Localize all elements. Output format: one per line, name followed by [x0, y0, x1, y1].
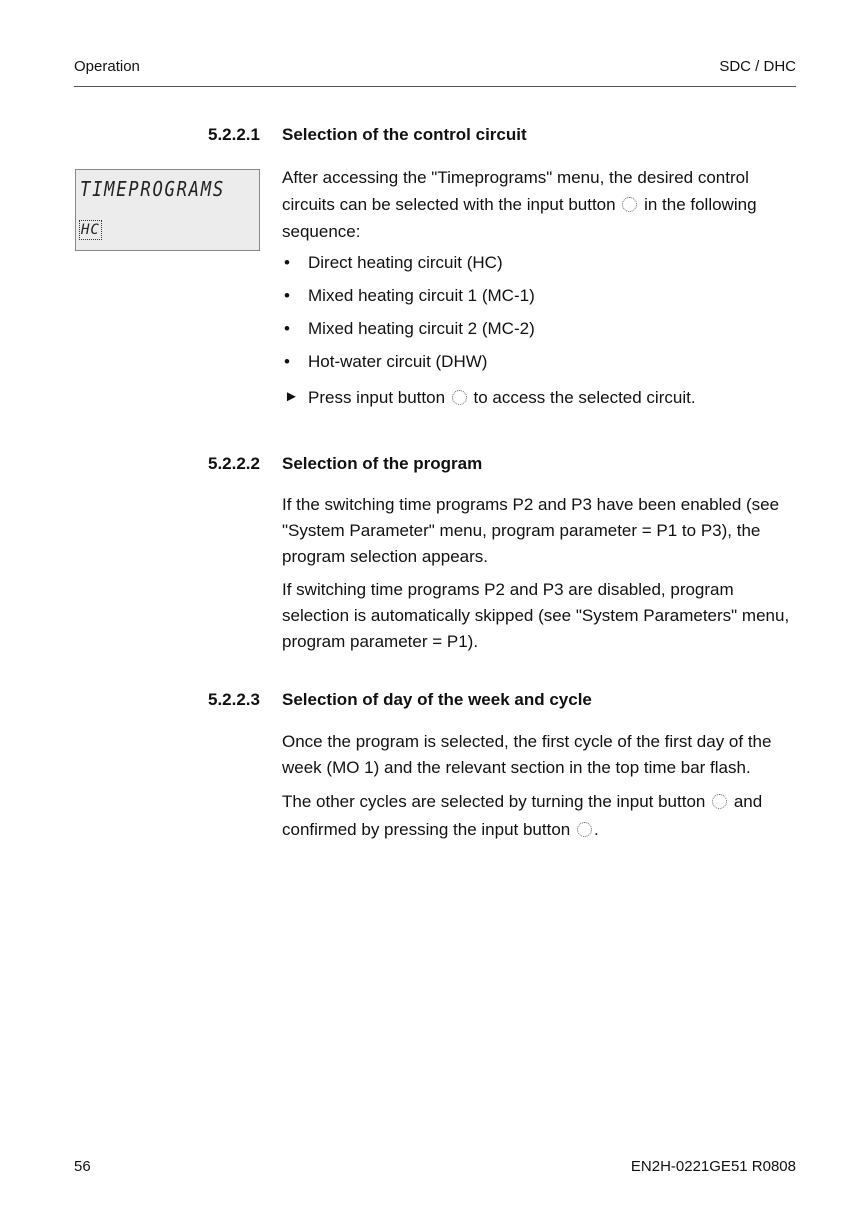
list-item-text: Mixed heating circuit 1 (MC-1) [308, 286, 535, 305]
intro-text-b: in the following sequence: [282, 195, 757, 241]
input-button-icon [622, 197, 637, 212]
action-text-b: to access the selected circuit. [473, 388, 696, 407]
bullet-icon: • [284, 319, 290, 338]
section-title-5-2-2-1: Selection of the control circuit [282, 125, 527, 144]
action-text [308, 388, 696, 408]
list-item [282, 319, 782, 352]
circuit-list [282, 253, 782, 385]
page-number: 56 [74, 1158, 91, 1175]
section-number-5-2-2-3: 5.2.2.3 [208, 690, 260, 709]
list-item-text: Hot-water circuit (DHW) [308, 352, 488, 371]
page-header [74, 58, 796, 87]
paragraph [282, 788, 798, 844]
bullet-icon: • [284, 253, 290, 272]
section-5-2-2-3-body [282, 729, 798, 851]
input-button-icon [577, 822, 592, 837]
list-item [282, 286, 782, 319]
lcd-display [75, 169, 260, 251]
paragraph: If switching time programs P2 and P3 are disabled, program selection is automatically skipped (see "System Parameters" menu, program parameter = P1). [282, 580, 790, 651]
arrow-icon: ► [284, 388, 299, 405]
list-item-text: Mixed heating circuit 2 (MC-2) [308, 319, 535, 338]
header-chapter: Operation [74, 58, 140, 75]
input-button-icon [452, 390, 467, 405]
paragraph: If the switching time programs P2 and P3 have been enabled (see "System Parameter" menu, program parameter = P1 to P3), the program selection appears. [282, 495, 780, 566]
section-number-5-2-2-1: 5.2.2.1 [208, 125, 260, 144]
para-text-c: . [593, 820, 599, 839]
input-button-icon [712, 794, 727, 809]
section-title-5-2-2-3: Selection of day of the week and cycle [282, 690, 592, 709]
para-text-b: and confirmed by pressing the input button [282, 792, 763, 839]
section-title-5-2-2-2: Selection of the program [282, 454, 483, 473]
list-item [282, 253, 782, 286]
bullet-icon: • [284, 286, 290, 305]
lcd-line-1: TIMEPROGRAMS [80, 177, 225, 201]
section-5-2-2-2-body [282, 492, 798, 662]
header-product: SDC / DHC [719, 58, 796, 75]
section-5-2-2-1-intro [282, 164, 798, 252]
para-text-a: The other cycles are selected by turning the input button [282, 792, 706, 811]
action-step [282, 388, 782, 414]
bullet-icon: • [284, 352, 290, 371]
intro-text-a: After accessing the "Timeprograms" menu, the desired control circuits can be selected with the input button [282, 168, 749, 214]
paragraph: Once the program is selected, the first cycle of the first day of the week (MO 1) and the relevant section in the top time bar flash. [282, 732, 772, 777]
section-number-5-2-2-2: 5.2.2.2 [208, 454, 260, 473]
list-item [282, 352, 782, 385]
action-text-a: Press input button [308, 388, 446, 407]
list-item-text: Direct heating circuit (HC) [308, 253, 503, 272]
document-code: EN2H-0221GE51 R0808 [630, 1158, 796, 1175]
lcd-line-2: HC [81, 222, 100, 238]
